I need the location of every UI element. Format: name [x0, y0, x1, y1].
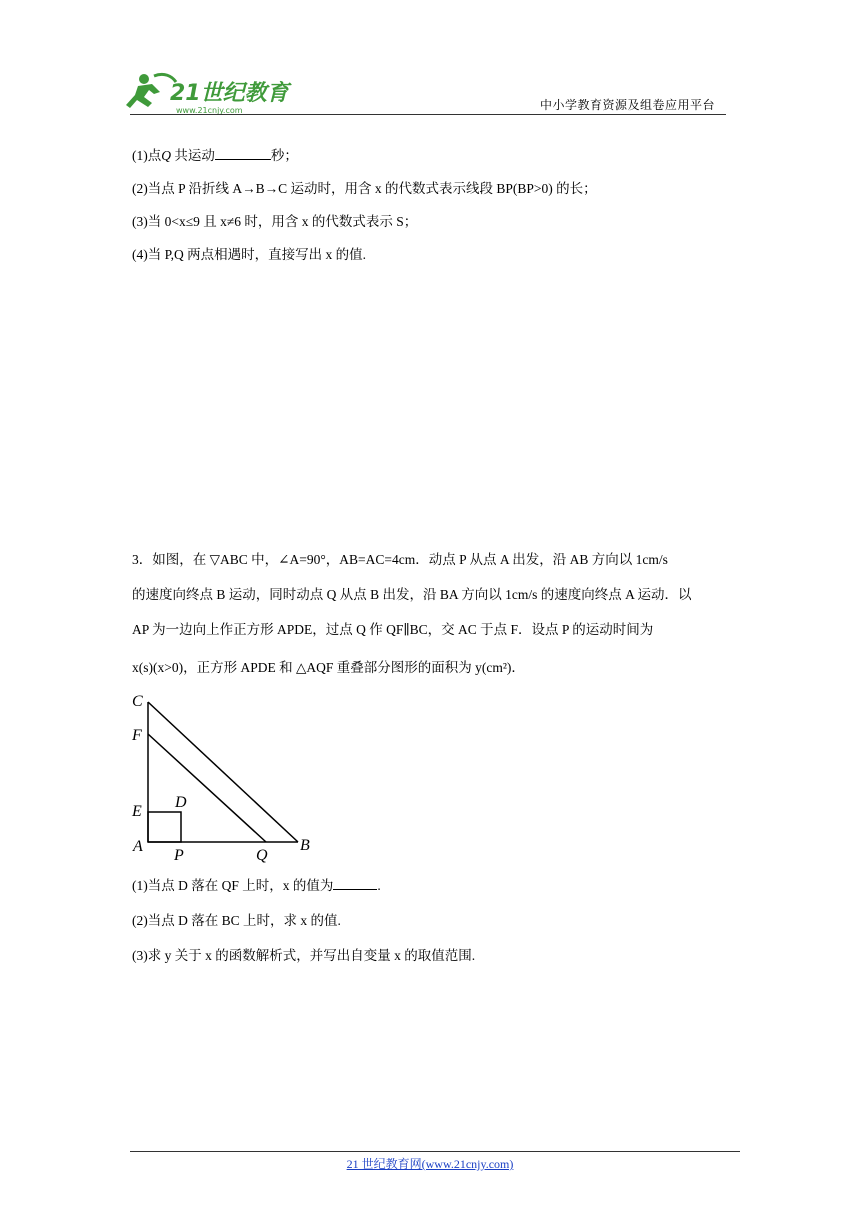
site-logo [124, 70, 294, 118]
footer-link[interactable]: 21 世纪教育网(www.21cnjy.com) [346, 1157, 514, 1171]
q2-part4: (4)当 P,Q 两点相遇时，直接写出 x 的值. [132, 247, 367, 262]
answer-blank[interactable] [333, 877, 377, 890]
label-B: B [300, 837, 310, 854]
segment-QF [148, 734, 266, 842]
q3-part3: (3)求 y 关于 x 的函数解析式，并写出自变量 x 的取值范围. [132, 948, 476, 963]
q3-stem-line4: x(s)(x>0)，正方形 APDE 和 △AQF 重叠部分图形的面积为 y(cm²)． [132, 660, 525, 675]
header-platform-text: 中小学教育资源及组卷应用平台 [540, 98, 716, 112]
q3-stem-line2: 的速度向终点 B 运动，同时动点 Q 从点 B 出发，沿 BA 方向以 1cm/s 的速度向终点 A 运动．以 [132, 587, 692, 602]
label-P: P [174, 847, 184, 864]
label-C: C [132, 693, 143, 710]
footer-divider [130, 1151, 740, 1152]
label-F: F [132, 727, 142, 744]
runner-icon [124, 70, 294, 118]
header-divider [130, 114, 726, 115]
segment-CB [148, 702, 298, 842]
logo-url: www.21cnjy.com [176, 106, 243, 115]
q2-part3: (3)当 0<x≤9 且 x≠6 时，用含 x 的代数式表示 S； [132, 214, 418, 229]
answer-blank[interactable] [215, 147, 271, 160]
triangle-figure [128, 688, 328, 864]
label-A: A [133, 838, 143, 855]
q3-part1: (1)当点 D 落在 QF 上时，x 的值为 . [132, 878, 381, 893]
label-Q: Q [256, 847, 268, 864]
logo-text: 21世纪教育 [170, 81, 289, 106]
q2-part1: (1)点Q 共运动 秒； [132, 148, 298, 163]
label-D: D [175, 794, 187, 811]
square-APDE [148, 812, 181, 842]
q3-stem-line1: 3．如图，在 ▽ABC 中，∠A=90°，AB=AC=4cm．动点 P 从点 A 出发，沿 AB 方向以 1cm/s [132, 552, 668, 567]
q3-stem-line3: AP 为一边向上作正方形 APDE，过点 Q 作 QF∥BC，交 AC 于点 F．设点 P 的运动时间为 [132, 622, 654, 637]
label-E: E [132, 803, 142, 820]
q3-part2: (2)当点 D 落在 BC 上时，求 x 的值. [132, 913, 341, 928]
q2-part2: (2)当点 P 沿折线 A→B→C 运动时，用含 x 的代数式表示线段 BP(BP>0) 的长； [132, 181, 597, 196]
